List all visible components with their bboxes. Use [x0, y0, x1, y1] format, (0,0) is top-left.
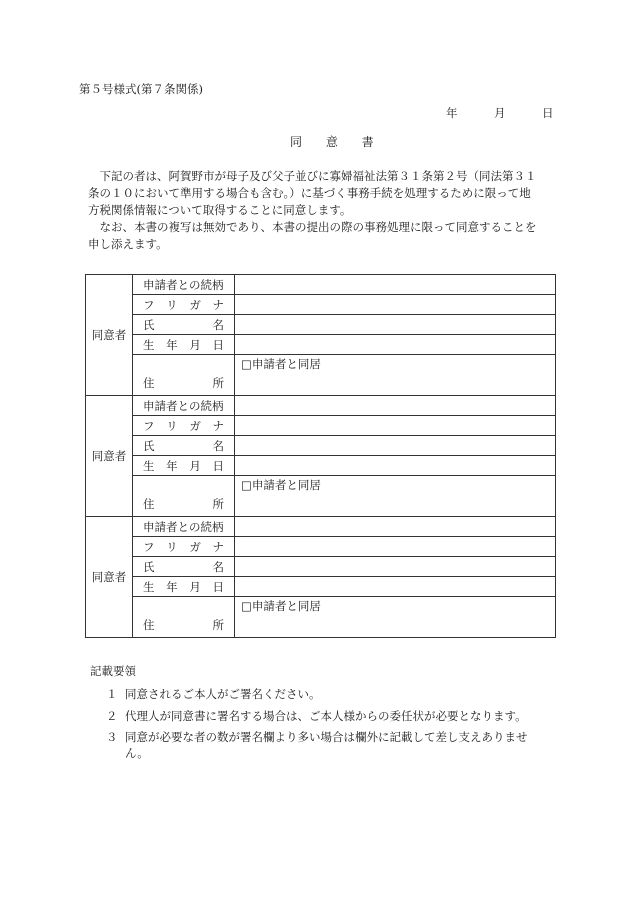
document-title: 同 意 書 — [290, 135, 384, 149]
birthdate-field[interactable] — [235, 335, 556, 355]
birthdate-label: 生 年 月 日 — [133, 577, 235, 597]
table-row — [86, 396, 556, 416]
table-row — [86, 517, 556, 537]
address-field[interactable] — [235, 476, 556, 517]
cohabit-checkbox[interactable]: □申請者と同居 — [241, 599, 321, 613]
address-label: 住 所 — [133, 355, 235, 396]
note-number: ２ — [106, 709, 118, 723]
table-row — [86, 315, 556, 335]
table-row — [86, 335, 556, 355]
consenter-group-label: 同意者 — [86, 275, 133, 396]
date-month: 月 — [494, 106, 506, 120]
notes-heading: 記載要領 — [90, 664, 136, 678]
consenter-group-label: 同意者 — [86, 396, 133, 517]
furigana-label: フ リ ガ ナ — [133, 416, 235, 436]
note-number: １ — [106, 687, 118, 701]
form-number: 第５号様式(第７条関係) — [79, 82, 203, 96]
name-label: 氏 名 — [133, 436, 235, 456]
consent-body — [88, 168, 554, 253]
furigana-label: フ リ ガ ナ — [133, 537, 235, 557]
cohabit-checkbox[interactable]: □申請者と同居 — [241, 357, 321, 371]
date-line — [446, 105, 554, 121]
table-row — [86, 597, 556, 638]
address-label: 住 所 — [133, 597, 235, 638]
name-label: 氏 名 — [133, 315, 235, 335]
birthdate-label: 生 年 月 日 — [133, 456, 235, 476]
note-text: 代理人が同意書に署名する場合は、ご本人様からの委任状が必要となります。 — [125, 709, 527, 723]
date-year: 年 — [446, 106, 458, 120]
name-field[interactable] — [235, 436, 556, 456]
note-text: 同意されるご本人がご署名ください。 — [125, 687, 321, 701]
name-label: 氏 名 — [133, 557, 235, 577]
body-line: 下記の者は、阿賀野市が母子及び父子並びに寡婦福祉法第３１条第２号（同法第３１ — [88, 169, 537, 183]
birthdate-field[interactable] — [235, 577, 556, 597]
note-item — [106, 686, 321, 702]
relation-field[interactable] — [235, 517, 556, 537]
note-continuation — [106, 745, 149, 761]
relation-label: 申請者との続柄 — [133, 517, 235, 537]
note-item — [106, 729, 528, 745]
furigana-field[interactable] — [235, 416, 556, 436]
furigana-field[interactable] — [235, 537, 556, 557]
body-line: 申し添えます。 — [88, 237, 168, 251]
table-row — [86, 537, 556, 557]
address-field[interactable] — [235, 355, 556, 396]
address-field[interactable] — [235, 597, 556, 638]
table-row — [86, 295, 556, 315]
date-day: 日 — [542, 106, 554, 120]
table-row — [86, 416, 556, 436]
furigana-label: フ リ ガ ナ — [133, 295, 235, 315]
cohabit-checkbox[interactable]: □申請者と同居 — [241, 478, 321, 492]
table-row — [86, 577, 556, 597]
table-row — [86, 557, 556, 577]
relation-field[interactable] — [235, 275, 556, 295]
birthdate-label: 生 年 月 日 — [133, 335, 235, 355]
relation-label: 申請者との続柄 — [133, 396, 235, 416]
furigana-field[interactable] — [235, 295, 556, 315]
relation-label: 申請者との続柄 — [133, 275, 235, 295]
note-number: ３ — [106, 730, 118, 744]
body-line: なお、本書の複写は無効であり、本書の提出の際の事務処理に限って同意することを — [88, 220, 537, 234]
table-row — [86, 436, 556, 456]
birthdate-field[interactable] — [235, 456, 556, 476]
body-line: 方税関係情報について取得することに同意します。 — [88, 203, 352, 217]
body-line: 条の１０において準用する場合も含む。）に基づく事務手続を処理するために限って地 — [88, 186, 531, 200]
table-row — [86, 355, 556, 396]
note-text: 同意が必要な者の数が署名欄より多い場合は欄外に記載して差し支えありませ — [125, 730, 528, 744]
note-item — [106, 708, 527, 724]
consenter-group-label: 同意者 — [86, 517, 133, 638]
table-row — [86, 476, 556, 517]
address-label: 住 所 — [133, 476, 235, 517]
note-text: ん。 — [125, 746, 149, 760]
table-row — [86, 275, 556, 295]
name-field[interactable] — [235, 315, 556, 335]
relation-field[interactable] — [235, 396, 556, 416]
table-row — [86, 456, 556, 476]
consenter-table — [85, 274, 556, 638]
name-field[interactable] — [235, 557, 556, 577]
